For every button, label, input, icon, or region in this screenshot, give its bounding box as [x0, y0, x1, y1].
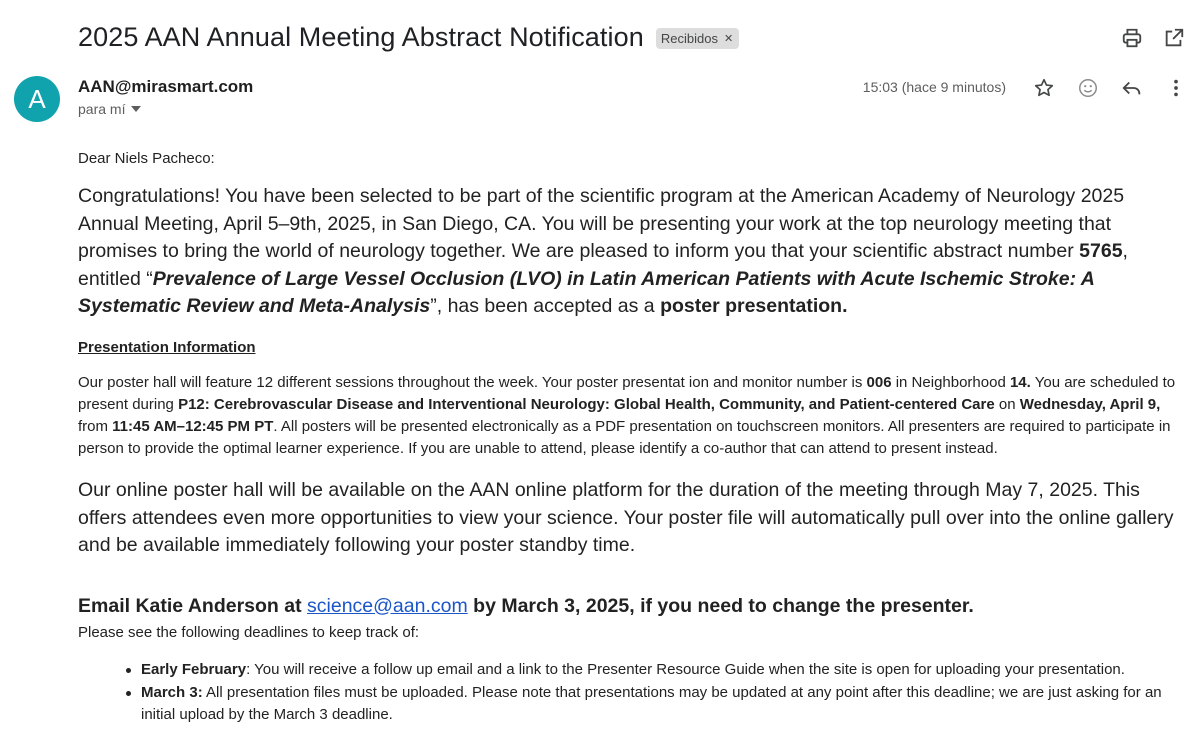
deadline-term: March 3: — [141, 683, 203, 701]
list-item — [120, 659, 1170, 682]
presentation-time: 11:45 AM–12:45 PM PT — [112, 418, 274, 435]
congrats-text-3: ”, has been accepted as a — [430, 295, 661, 317]
deadline-text: : You will receive a follow up email and a link to the Presenter Resource Guide when the site is open for uploading your presentation. — [246, 661, 1125, 678]
poster-text-4: on — [994, 396, 1020, 413]
poster-text-5: from — [78, 418, 113, 435]
reply-icon[interactable] — [1118, 74, 1146, 102]
sender-address[interactable]: AAN@mirasmart.com — [78, 77, 254, 96]
presentation-type: poster presentation. — [660, 295, 848, 317]
congrats-text-1: Congratulations! You have been selected to be part of the scientific program at the American Academy of Neurology 2025 Annual Meeting, April 5–9th, 2025, in San Diego, CA. You will be presenting your work at the top neurology meeting that promises to bring the world of neurology together. We are pleased to inform you that your scientific abstract number — [78, 185, 1125, 262]
close-icon[interactable]: ✕ — [723, 32, 734, 45]
recipient-line[interactable] — [78, 101, 141, 117]
poster-text-2: in Neighborhood — [891, 374, 1010, 391]
email-link[interactable]: science@aan.com — [307, 594, 468, 617]
open-in-new-window-icon[interactable] — [1160, 24, 1188, 52]
subject-actions — [1118, 24, 1188, 52]
avatar[interactable]: A — [14, 76, 60, 122]
neighborhood-number: 14. — [1009, 374, 1031, 391]
list-item — [120, 682, 1170, 727]
email-text-pre: Email Katie Anderson at — [78, 594, 308, 617]
greeting: Dear Niels Pacheco: — [78, 150, 215, 167]
chevron-down-icon[interactable] — [131, 106, 141, 112]
deadlines-intro: Please see the following deadlines to keep track of: — [78, 624, 420, 641]
abstract-number: 5765 — [1079, 240, 1123, 262]
abstract-title: Prevalence of Large Vessel Occlusion (LVO) in Latin American Patients with Acute Ischemic Stroke: A Systematic Review and Meta-Analysis — [78, 267, 1095, 317]
congrats-text-2: , entitled “ — [78, 240, 1128, 290]
monitor-number: 006 — [866, 374, 892, 391]
deadline-term: Early February — [141, 661, 247, 678]
poster-text-1: Our poster hall will feature 12 different sessions throughout the week. Your poster presentat ion and monitor number is — [78, 374, 867, 391]
label-text: Recibidos — [660, 30, 718, 46]
email-subject: 2025 AAN Annual Meeting Abstract Notification — [78, 21, 644, 52]
session-name: P12: Cerebrovascular Disease and Interventional Neurology: Global Health, Community, and Patient-centered Care — [178, 396, 995, 413]
email-timestamp: 15:03 (hace 9 minutos) — [862, 79, 1006, 95]
deadlines-list — [120, 659, 1170, 727]
presentation-info-heading: Presentation Information — [78, 339, 256, 356]
inbox-label-chip[interactable] — [656, 28, 739, 49]
email-text-post: by March 3, 2025, if you need to change the presenter. — [467, 594, 974, 617]
recipient-text: para mí — [78, 101, 126, 117]
emoji-icon[interactable] — [1074, 74, 1102, 102]
message-actions — [1030, 74, 1190, 102]
poster-hall-paragraph — [78, 372, 1178, 460]
more-vert-icon[interactable] — [1162, 74, 1190, 102]
presentation-date: Wednesday, April 9, — [1019, 396, 1161, 413]
print-icon[interactable] — [1118, 24, 1146, 52]
poster-text-6: . All posters will be presented electronically as a PDF presentation on touchscreen monitors. All presenters are required to participate in person to provide the optimal learner experience. If you are unable to attend, please identify a co-author that can attend to present instead. — [78, 418, 1171, 457]
online-poster-hall-paragraph: Our online poster hall will be available on the AAN online platform for the duration of the meeting through May 7, 2025. This offers attendees even more opportunities to view your science. Your poster file will automatically pull over into the online gallery and be available immediately following your poster standby time. — [78, 479, 1174, 556]
congratulations-paragraph — [78, 183, 1178, 321]
change-presenter-line — [78, 595, 974, 618]
email-subject-row — [78, 18, 739, 56]
poster-text-3: You are scheduled to present during — [78, 374, 1176, 413]
deadline-text: All presentation files must be uploaded. Please note that presentations may be updated at any point after this deadline; we are just asking for an initial upload by the March 3 deadline. — [141, 683, 1162, 723]
star-icon[interactable] — [1030, 74, 1058, 102]
